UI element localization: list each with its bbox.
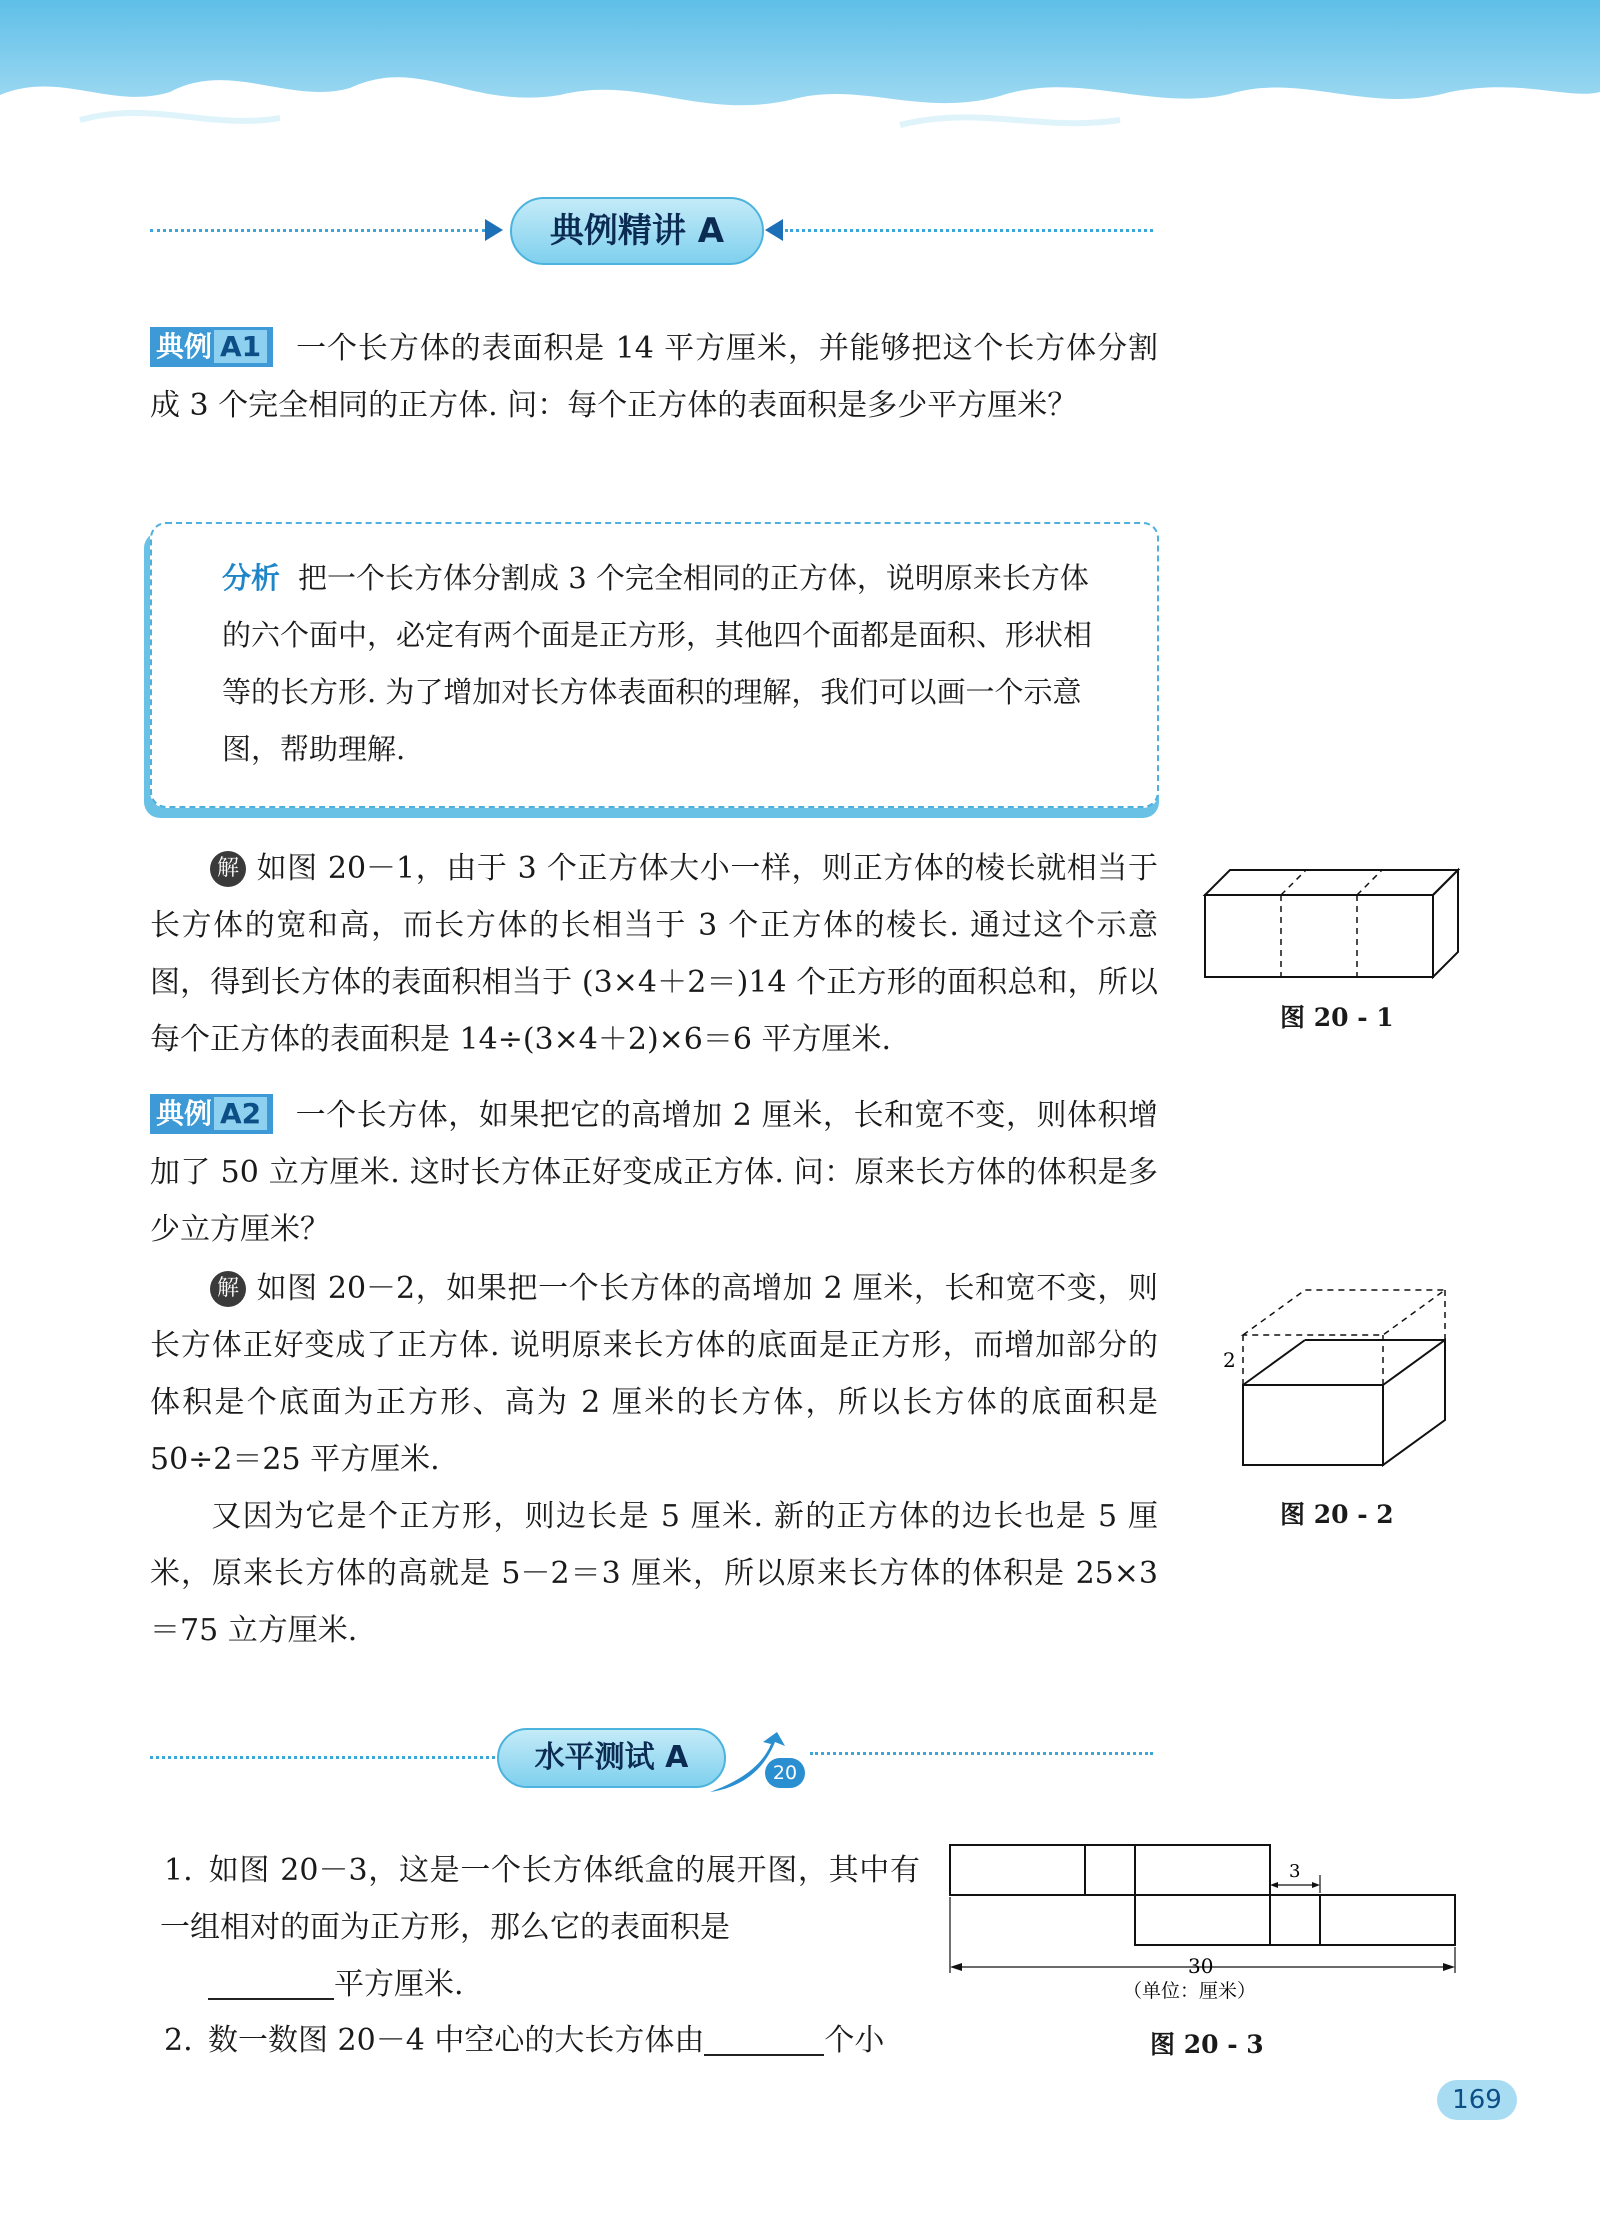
figure-20-3-label-3: 3: [1289, 1861, 1301, 1882]
figure-20-2: [1215, 1285, 1475, 1475]
example-a2-text: 一个长方体，如果把它的高增加 2 厘米，长和宽不变，则体积增加了 50 立方厘米. 这时长方体正好变成正方体. 问：原来长方体的体积是多少立方厘米？: [150, 1098, 1158, 1247]
page-number: 169: [1437, 2080, 1517, 2120]
solution-a2: [150, 1260, 1158, 1659]
answer-blank-1[interactable]: [208, 1968, 334, 2000]
question-2: [160, 2012, 920, 2069]
section-title-test: 水平测试 A: [497, 1728, 726, 1788]
dotted-rule-right: [785, 229, 1153, 232]
solution-a2-text-1: 如图 20－2，如果把一个长方体的高增加 2 厘米，长和宽不变，则长方体正好变成了正方体. 说明原来长方体的底面是正方形，而增加部分的体积是个底面为正方形、高为 2 厘米的长方体，所以长方体的底面积是 50÷2＝25 平方厘米.: [150, 1271, 1158, 1477]
figure-20-1: [1200, 860, 1470, 990]
dotted-rule-left: [150, 229, 485, 232]
dotted-rule-left: [150, 1756, 495, 1759]
solution-a1: [150, 840, 1158, 1068]
dotted-rule-right: [810, 1752, 1153, 1755]
solution-mark-icon: 解: [210, 851, 246, 887]
question-2-text: 数一数图 20－4 中空心的大长方体由: [208, 2023, 705, 2058]
example-badge-a2: 典例 A2: [150, 1094, 273, 1134]
figure-20-1-caption: 图 20 - 1: [1280, 1003, 1394, 1032]
section-title-examples: 典例精讲 A: [510, 197, 764, 265]
solution-mark-icon: 解: [210, 1271, 246, 1307]
chapter-number-badge: 20: [765, 1758, 805, 1788]
question-2-text-b: 个小: [824, 2023, 885, 2058]
example-a1: [150, 320, 1158, 434]
figure-20-3: [945, 1835, 1465, 2010]
analysis-label: 分析: [222, 561, 281, 595]
solution-a1-text: 如图 20－1，由于 3 个正方体大小一样，则正方体的棱长就相当于长方体的宽和高，而长方体的长相当于 3 个正方体的棱长. 通过这个示意图，得到长方体的表面积相当于 (3×4＋2＝)14 个正方形的面积总和，所以每个正方体的表面积是 14÷(3×4＋2)×6＝6 平方厘米.: [150, 851, 1158, 1057]
figure-20-3-unit: （单位：厘米）: [1123, 1980, 1257, 2002]
arrow-right-icon: [485, 219, 503, 241]
question-1-unit: 平方厘米.: [334, 1967, 464, 2002]
example-a1-text: 一个长方体的表面积是 14 平方厘米，并能够把这个长方体分割成 3 个完全相同的正方体. 问：每个正方体的表面积是多少平方厘米？: [150, 331, 1158, 423]
figure-20-2-caption: 图 20 - 2: [1280, 1500, 1394, 1529]
arrow-left-icon: [765, 219, 783, 241]
question-1-text: 如图 20－3，这是一个长方体纸盒的展开图，其中有一组相对的面为正方形，那么它的表面积是: [160, 1853, 920, 1945]
analysis-text: [222, 550, 1092, 778]
figure-20-3-caption: 图 20 - 3: [1150, 2030, 1264, 2059]
example-a2: [150, 1087, 1158, 1258]
question-number: 2.: [164, 2023, 193, 2058]
cloud-banner: [0, 0, 1600, 150]
question-1: [160, 1842, 920, 2013]
example-badge-a1: 典例 A1: [150, 327, 273, 367]
section-header-examples: [145, 185, 1155, 275]
section-header-test: [145, 1712, 1155, 1802]
solution-a2-text-2: 又因为它是个正方形，则边长是 5 厘米. 新的正方体的边长也是 5 厘米，原来长方体的高就是 5－2＝3 厘米，所以原来长方体的体积是 25×3＝75 立方厘米.: [150, 1499, 1158, 1648]
figure-20-3-label-30: 30: [1188, 1954, 1214, 1978]
question-number: 1.: [164, 1853, 193, 1888]
answer-blank-2[interactable]: [704, 2024, 824, 2056]
figure-20-2-label: 2: [1223, 1348, 1236, 1372]
analysis-box: [150, 522, 1159, 808]
analysis-body: 把一个长方体分割成 3 个完全相同的正方体，说明原来长方体的六个面中，必定有两个面是正方形，其他四个面都是面积、形状相等的长方形. 为了增加对长方体表面积的理解，我们可以画一个示意图，帮助理解.: [222, 561, 1093, 766]
